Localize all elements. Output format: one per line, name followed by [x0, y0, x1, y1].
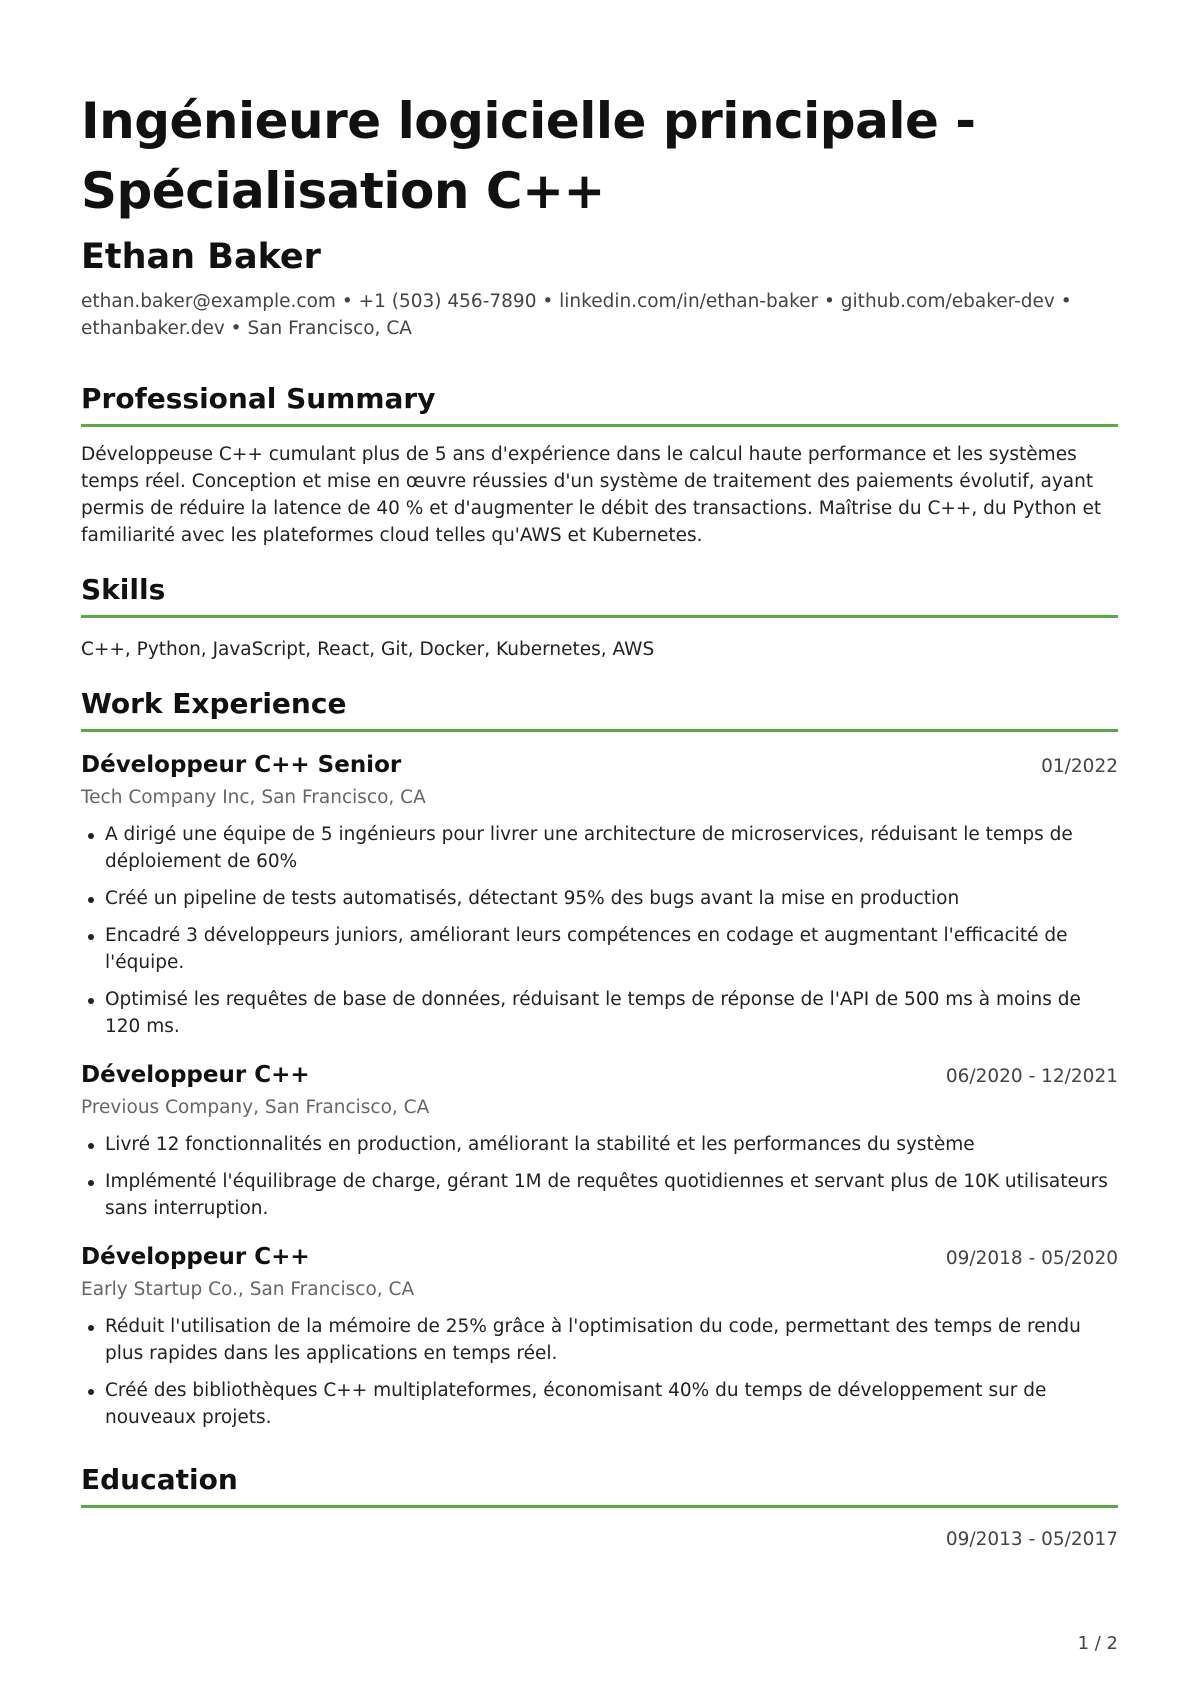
job-title: Développeur C++ Senior [81, 752, 402, 778]
job-title: Développeur C++ [81, 1062, 310, 1088]
page-number: 1 / 2 [1077, 1633, 1118, 1654]
job-bullet: Encadré 3 développeurs juniors, améliorant leurs compétences en codage et augmentant l'efficacité de l'équipe. [81, 922, 1118, 976]
skills-list: C++, Python, JavaScript, React, Git, Docker, Kubernetes, AWS [81, 639, 655, 660]
job-bullet: Créé des bibliothèques C++ multiplateformes, économisant 40% du temps de développement sur de nouveaux projets. [81, 1377, 1118, 1431]
contact-line-2: ethanbaker.dev • San Francisco, CA [81, 318, 412, 339]
education-section [81, 1461, 1118, 1553]
job-title: Développeur C++ [81, 1244, 310, 1270]
summary-section [81, 380, 1118, 549]
job-header [81, 750, 1118, 780]
resume-content [81, 86, 1118, 1553]
job-company: Tech Company Inc, San Francisco, CA [81, 787, 426, 808]
job-bullets [81, 1313, 1118, 1431]
education-date: 09/2013 - 05/2017 [945, 1529, 1118, 1550]
job-company: Early Startup Co., San Francisco, CA [81, 1279, 415, 1300]
job-bullets [81, 1131, 1118, 1222]
skills-section [81, 571, 1118, 663]
title-line-2: Spécialisation C++ [81, 162, 605, 220]
job-entry [81, 750, 1118, 1040]
job-bullet: Optimisé les requêtes de base de données, réduisant le temps de réponse de l'API de 500 ms à moins de 120 ms. [81, 986, 1118, 1040]
job-entry [81, 1060, 1118, 1222]
education-heading: Education [81, 1461, 1118, 1508]
job-date: 01/2022 [1041, 756, 1118, 777]
work-experience-heading: Work Experience [81, 685, 1118, 732]
candidate-name: Ethan Baker [81, 237, 321, 277]
job-bullet: A dirigé une équipe de 5 ingénieurs pour livrer une architecture de microservices, réduisant le temps de déploiement de 60% [81, 821, 1118, 875]
job-bullet: Créé un pipeline de tests automatisés, détectant 95% des bugs avant la mise en production [81, 885, 1118, 912]
job-header [81, 1060, 1118, 1090]
job-date: 06/2020 - 12/2021 [945, 1066, 1118, 1087]
summary-heading: Professional Summary [81, 380, 1118, 427]
job-bullet: Livré 12 fonctionnalités en production, améliorant la stabilité et les performances du système [81, 1131, 1118, 1158]
contact-line-1: ethan.baker@example.com • +1 (503) 456-7890 • linkedin.com/in/ethan-baker • github.com/ebaker-dev • [81, 291, 1072, 312]
contact-info [81, 288, 1118, 342]
job-entry [81, 1242, 1118, 1431]
skills-heading: Skills [81, 571, 1118, 618]
job-bullet: Réduit l'utilisation de la mémoire de 25% grâce à l'optimisation du code, permettant des temps de rendu plus rapides dans les applications en temps réel. [81, 1313, 1118, 1367]
job-bullet: Implémenté l'équilibrage de charge, gérant 1M de requêtes quotidiennes et servant plus de 10K utilisateurs sans interruption. [81, 1168, 1118, 1222]
job-date: 09/2018 - 05/2020 [945, 1248, 1118, 1269]
title-line-1: Ingénieure logicielle principale - [81, 92, 976, 150]
resume-title [81, 86, 1118, 226]
job-company: Previous Company, San Francisco, CA [81, 1097, 430, 1118]
job-header [81, 1242, 1118, 1272]
summary-text: Développeuse C++ cumulant plus de 5 ans d'expérience dans le calcul haute performance et les systèmes temps réel. Conception et mise en œuvre réussies d'un système de traitement des paiements évolutif, ayant permis de réduire la latence de 40 % et d'augmenter le débit des transactions. Maîtrise du C++, du Python et familiarité avec les plateformes cloud telles qu'AWS et Kubernetes. [81, 444, 1102, 546]
education-entry [81, 1526, 1118, 1553]
job-bullets [81, 821, 1118, 1040]
work-experience-section [81, 685, 1118, 1431]
